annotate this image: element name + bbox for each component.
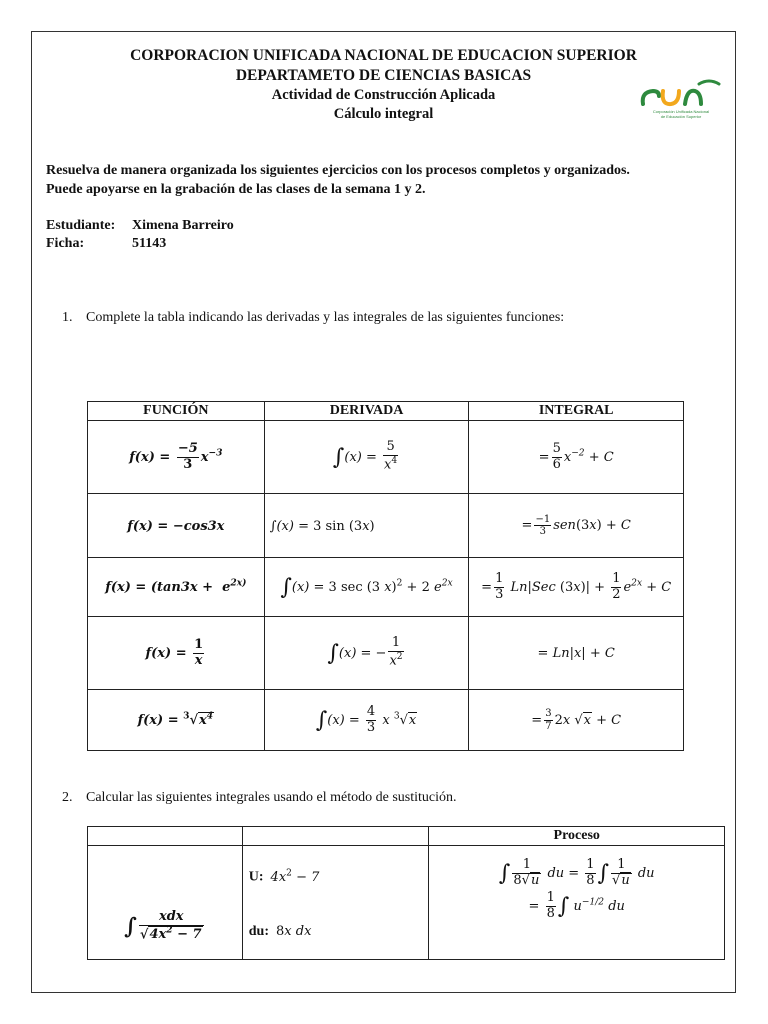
- table-row: [88, 558, 684, 617]
- activity-title: Actividad de Construcción Aplicada: [271, 87, 496, 103]
- header-proceso: Proceso: [429, 827, 725, 846]
- integral-cell: = Ln|x| + C: [469, 617, 684, 690]
- table-row: [88, 617, 684, 690]
- integral-cell: = $\frac{3}{7}$ 2x √x + C: [469, 690, 684, 751]
- function-cell: $f(x) = (\tan 3x + e^{2x)}$: [88, 558, 265, 617]
- header-integral: INTEGRAL: [469, 402, 684, 421]
- integral-cell: = $\frac{1}{3}$ Ln|Sec (3x)| + $\frac{1}{2}$ $e^{2x} + C$: [469, 558, 684, 617]
- substitution-cell: U: $4x^2 - 7$ du: 8x dx: [242, 846, 429, 960]
- student-label: Estudiante:: [46, 218, 116, 233]
- svg-text:Corporación Unificada Nacional: Corporación Unificada Nacional: [652, 109, 710, 114]
- student-info: [46, 217, 234, 253]
- derivative-cell: ∫(x) = 3 sec (3 x)$^2$ + 2 $e^{2x}$: [264, 558, 469, 617]
- svg-text:de Educación Superior: de Educación Superior: [660, 114, 702, 119]
- header-derivada: DERIVADA: [264, 402, 469, 421]
- derivative-cell: ∫(x) = − $\frac{1}{x^2}$: [264, 617, 469, 690]
- process-cell: ∫ $\frac{1}{8√u}$ du = $\frac{1}{8}$ ∫ $\frac{1}{√u}$ du = $\frac{1}{8}$ ∫ $u^{-1/2}$ du: [429, 846, 725, 960]
- substitution-table: [87, 826, 725, 960]
- function-cell: f(x) = $\frac{-5}{3}$ $x^{-3}$: [88, 421, 265, 494]
- table-row: [88, 421, 684, 494]
- header-funcion: FUNCIÓN: [88, 402, 265, 421]
- table-row: [88, 690, 684, 751]
- table-row: [88, 846, 725, 960]
- du-label: du:: [248, 923, 269, 939]
- u-label: U:: [248, 869, 264, 885]
- function-cell: f(x) = −cos3x: [88, 494, 265, 558]
- institution-title: CORPORACION UNIFICADA NACIONAL DE EDUCACION SUPERIOR: [130, 47, 637, 64]
- student-name: Ximena Barreiro: [132, 218, 234, 233]
- table-row: [88, 494, 684, 558]
- derivative-cell: ∫(x) = $\frac{4}{3}$ x $^3$√x: [264, 690, 469, 751]
- derivative-cell: ∫(x) = $\frac{5}{x^4}$: [264, 421, 469, 494]
- integral-cell: = $\frac{-1}{3}$ sen(3x) + C: [469, 494, 684, 558]
- derivative-cell: ∫(x) = 3 sin (3x): [264, 494, 469, 558]
- ficha-label: Ficha:: [46, 236, 85, 251]
- derivatives-integrals-table: [87, 401, 684, 751]
- document-page: [31, 31, 736, 993]
- integral-expression-cell: ∫ $\frac{\text{xdx}}{√4x^2 - 7}$: [88, 846, 243, 960]
- course-title: Cálculo integral: [333, 106, 434, 122]
- cun-logo: [639, 74, 723, 120]
- question-1: 1. Complete la tabla indicando las derivadas y las integrales de las siguientes funciones:: [62, 310, 565, 325]
- question-2: 2. Calcular las siguientes integrales usando el método de sustitución.: [62, 790, 457, 805]
- instructions: Resuelva de manera organizada los siguientes ejercicios con los procesos completos y organizados. Puede apoyarse en la grabación de las clases de la semana 1 y 2.: [46, 163, 630, 197]
- integral-cell: = $\frac{5}{6}$ $x^{-2} + C$: [469, 421, 684, 494]
- ficha-number: 51143: [132, 236, 167, 251]
- function-cell: $f(x) = ^3√x^4$: [88, 690, 265, 751]
- function-cell: f(x) = $\frac{1}{x}$: [88, 617, 265, 690]
- department-title: DEPARTAMETO DE CIENCIAS BASICAS: [235, 67, 532, 84]
